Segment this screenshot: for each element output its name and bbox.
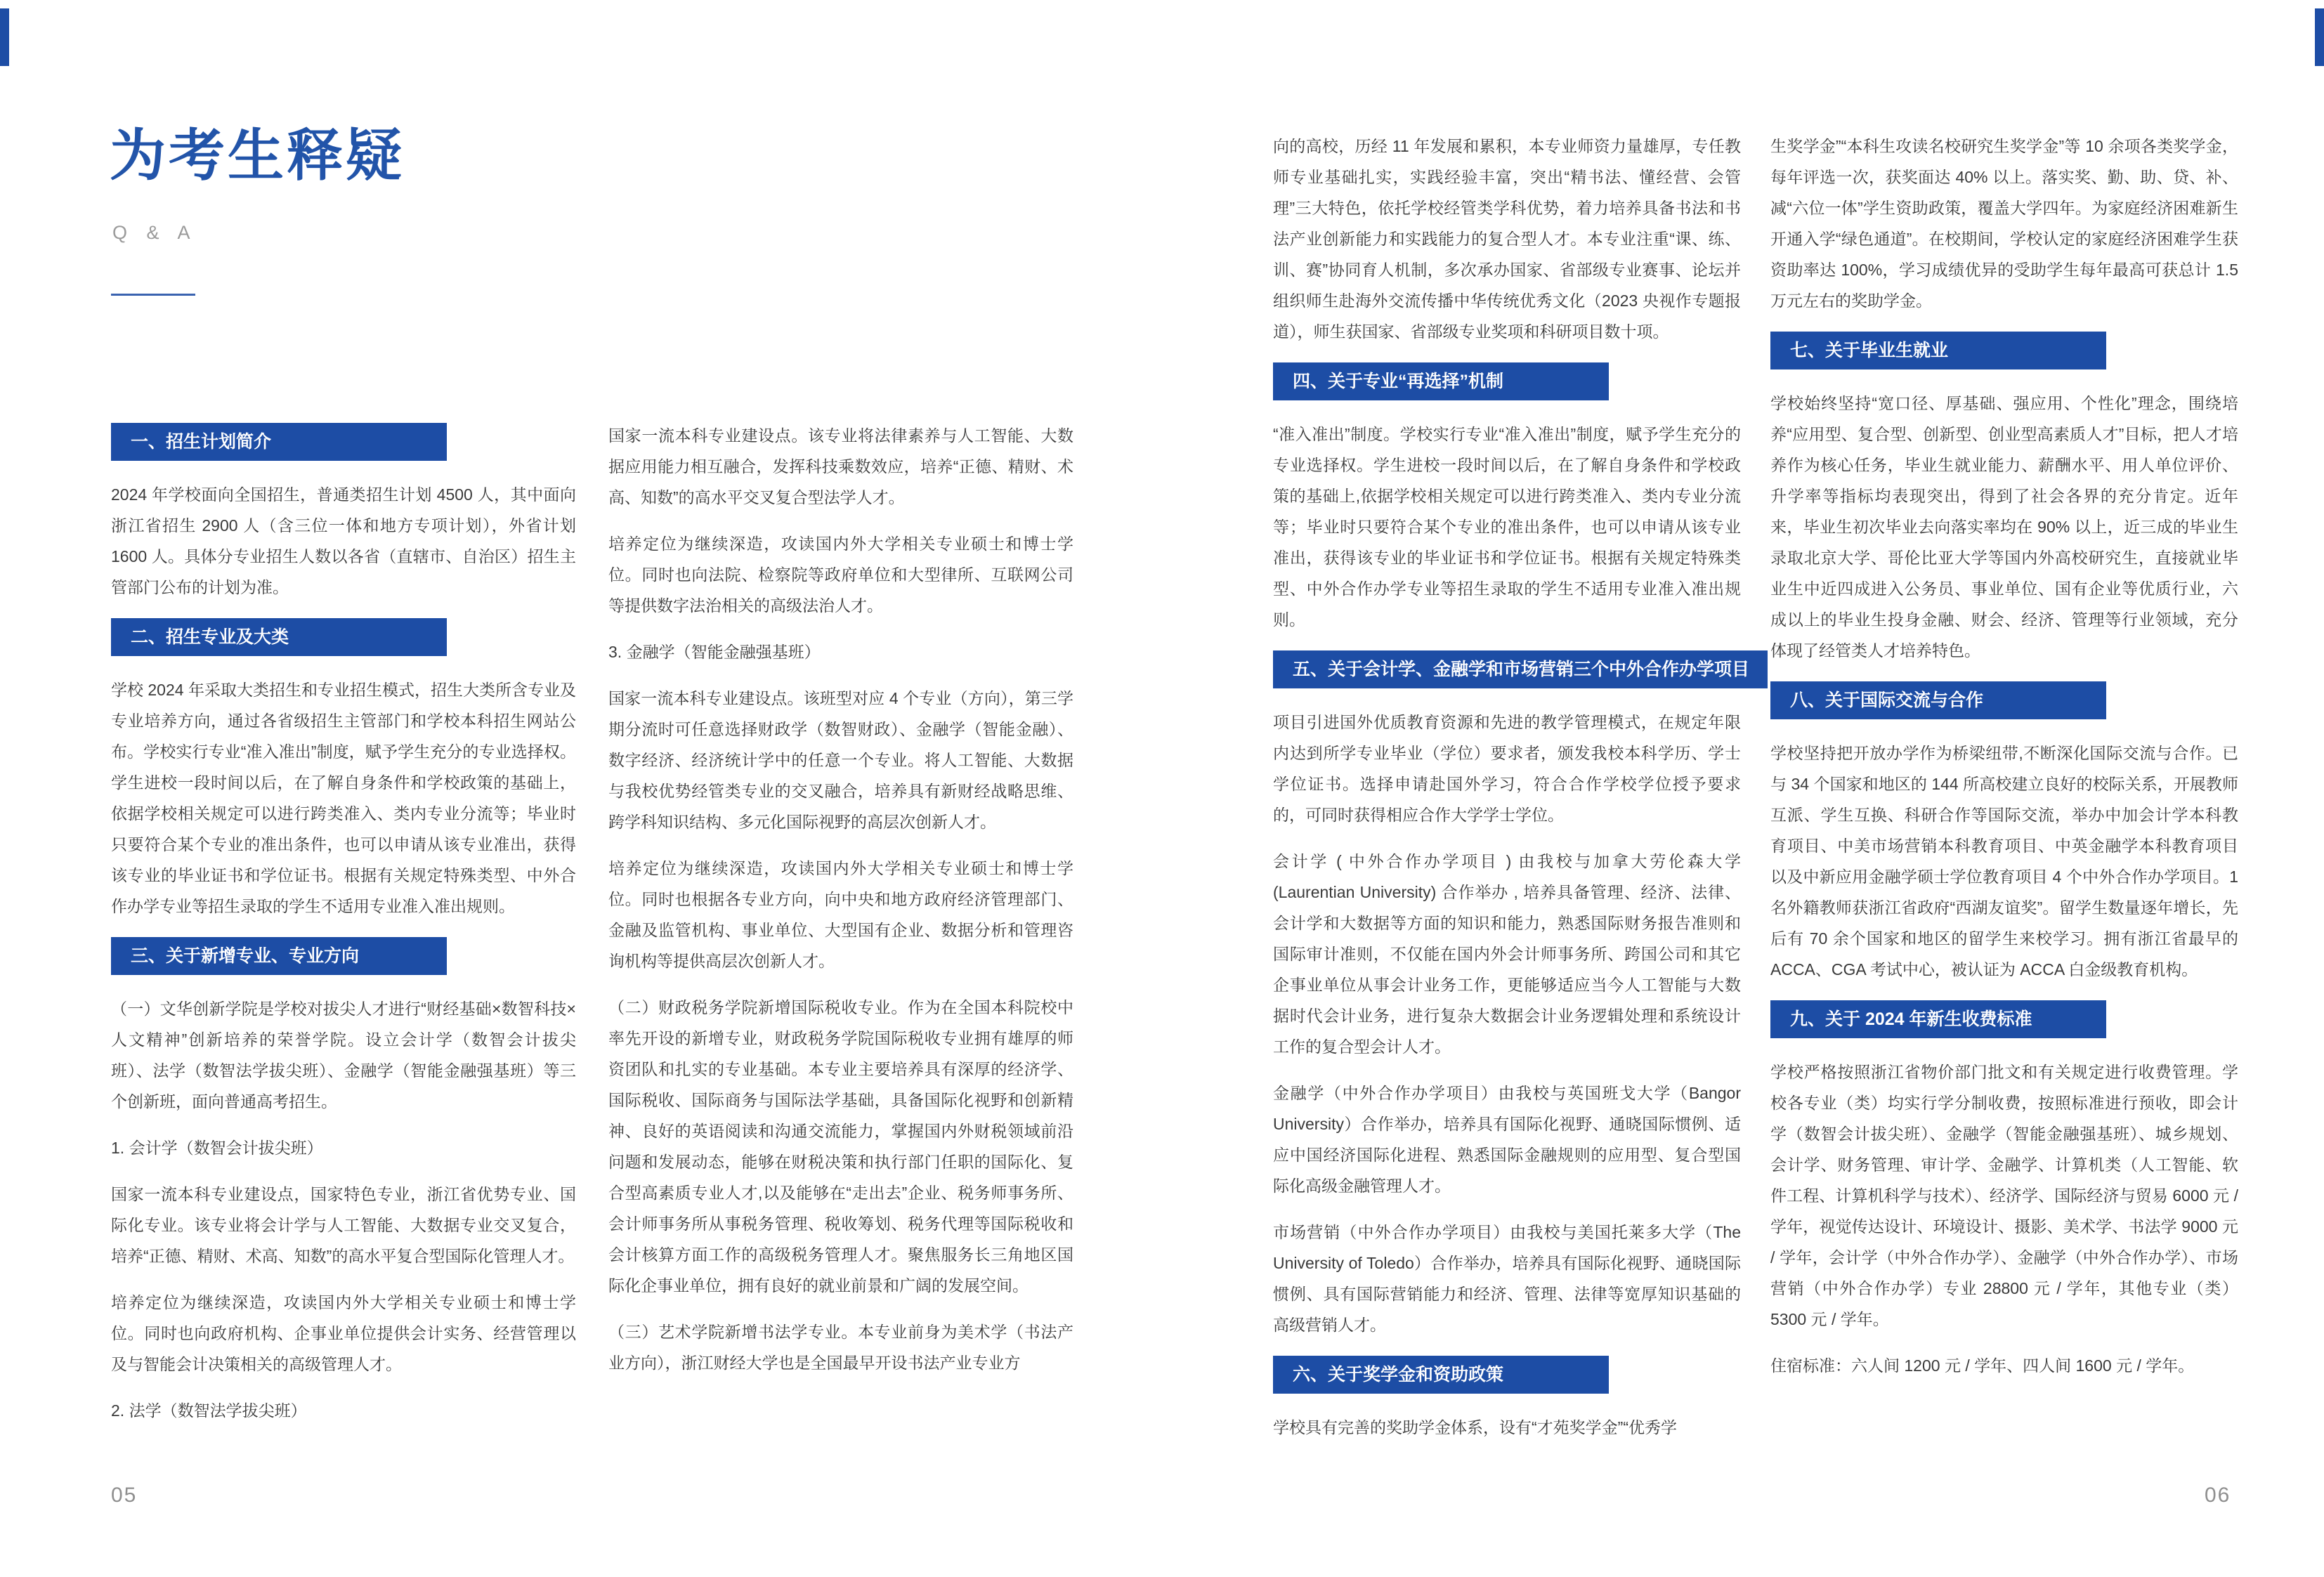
section-header: 一、招生计划简介 [111,423,447,461]
paragraph: 1. 会计学（数智会计拔尖班） [111,1139,323,1157]
right-page-column-1 [1273,131,1750,1458]
page-title: 为考生释疑 [110,124,405,187]
paragraph: 培养定位为继续深造，攻读国内外大学相关专业硕士和博士学位。同时也向政府机构、企事业单位提供会计实务、经营管理以及与智能会计决策相关的高级管理人才。 [111,1293,576,1373]
paragraph: 2024 年学校面向全国招生，普通类招生计划 4500 人，其中面向浙江省招生 2900 人（含三位一体和地方专项计划），外省计划 1600 人。具体分专业招生人数以各省（直辖市、自治区）招生主管部门公布的计划为准。 [111,485,576,596]
paragraph: 培养定位为继续深造，攻读国内外大学相关专业硕士和博士学位。同时也根据各专业方向，向中央和地方政府经济管理部门、金融及监管机构、事业单位、大型国有企业、数据分析和管理咨询机构等提供高层次创新人才。 [608,859,1073,970]
left-page-column-1 [111,420,576,1441]
paragraph: 生奖学金”“本科生攻读名校研究生奖学金”等 10 余项各类奖学金，每年评选一次，获奖面达 40% 以上。落实奖、勤、助、贷、补、减“六位一体”学生资助政策，覆盖大学四年。为家庭经济困难新生开通入学“绿色通道”。在校期间，学校认定的家庭经济困难学生获资助率达 100%，学习成绩优异的受助学生每年最高可获总计 1.5 万元左右的奖助学金。 [1770,137,2238,310]
paragraph: 项目引进国外优质教育资源和先进的教学管理模式，在规定年限内达到所学专业毕业（学位）要求者，颁发我校本科学历、学士学位证书。选择申请赴国外学习，符合合作学校学位授予要求的，可同时获得相应合作大学学士学位。 [1273,713,1741,824]
section-header: 三、关于新增专业、专业方向 [111,937,447,975]
right-page-column-2 [1770,131,2238,1396]
page-number-left: 05 [111,1484,138,1507]
section-header: 六、关于奖学金和资助政策 [1273,1356,1609,1394]
paragraph: 国家一流本科专业建设点。该专业将法律素养与人工智能、大数据应用能力相互融合，发挥科技乘数效应，培养“正德、精财、术高、知数”的高水平交叉复合型法学人才。 [608,426,1073,506]
left-page-column-2 [608,420,1073,1394]
paragraph: 学校始终坚持“宽口径、厚基础、强应用、个性化”理念，围绕培养“应用型、复合型、创新型、创业型高素质人才”目标，把人才培养作为核心任务，毕业生就业能力、薪酬水平、用人单位评价、升学率等指标均表现突出，得到了社会各界的充分肯定。近年来，毕业生初次毕业去向落实率均在 90% 以上，近三成的毕业生录取北京大学、哥伦比亚大学等国内外高校研究生，直接就业毕业生中近四成进入公务员、事业单位、国有企业等优质行业，六成以上的毕业生投身金融、财会、经济、管理等行业领域，充分体现了经管类人才培养特色。 [1770,394,2238,660]
paragraph: “准入准出”制度。学校实行专业“准入准出”制度，赋予学生充分的专业选择权。学生进校一段时间以后，在了解自身条件和学校政策的基础上,依据学校相关规定可以进行跨类准入、类内专业分流等；毕业时只要符合某个专业的准出条件，也可以申请从该专业准出，获得该专业的毕业证书和学位证书。根据有关规定特殊类型、中外合作办学专业等招生录取的学生不适用专业准入准出规则。 [1273,425,1741,629]
title-underline [111,294,195,296]
section-header: 二、招生专业及大类 [111,618,447,656]
page-subtitle: Q & A [112,222,197,243]
paragraph: 学校 2024 年采取大类招生和专业招生模式，招生大类所含专业及专业培养方向，通过各省级招生主管部门和学校本科招生网站公布。学校实行专业“准入准出”制度，赋予学生充分的专业选择权。学生进校一段时间以后，在了解自身条件和学校政策的基础上，依据学校相关规定可以进行跨类准入、类内专业分流等；毕业时只要符合某个专业的准出条件，也可以申请从该专业准出，获得该专业的毕业证书和学位证书。根据有关规定特殊类型、中外合作办学专业等招生录取的学生不适用专业准入准出规则。 [111,681,576,915]
paragraph: 国家一流本科专业建设点。该班型对应 4 个专业（方向），第三学期分流时可任意选择财政学（数智财政）、金融学（智能金融）、数字经济、经济统计学中的任意一个专业。将人工智能、大数据与我校优势经管类专业的交叉融合，培养具有新财经战略思维、跨学科知识结构、多元化国际视野的高层次创新人才。 [608,689,1073,831]
paragraph: 3. 金融学（智能金融强基班） [608,643,821,661]
section-header: 八、关于国际交流与合作 [1770,681,2106,719]
paragraph: 学校坚持把开放办学作为桥梁纽带,不断深化国际交流与合作。已与 34 个国家和地区的 144 所高校建立良好的校际关系，开展教师互派、学生互换、科研合作等国际交流，举办中加会计学本科教育项目、中美市场营销本科教育项目、中英金融学本科教育项目以及中新应用金融学硕士学位教育项目 4 个中外合作办学项目。1 名外籍教师获浙江省政府“西湖友谊奖”。留学生数量逐年增长，先后有 70 余个国家和地区的留学生来校学习。拥有浙江省最早的 ACCA、CGA 考试中心，被认证为 ACCA 白金级教育机构。 [1770,744,2238,979]
paragraph: 住宿标准：六人间 1200 元 / 学年、四人间 1600 元 / 学年。 [1770,1356,2195,1375]
section-header: 九、关于 2024 年新生收费标准 [1770,1000,2106,1038]
paragraph: 2. 法学（数智法学拔尖班） [111,1401,307,1420]
page-number-right: 06 [2205,1484,2231,1507]
paragraph: （二）财政税务学院新增国际税收专业。作为在全国本科院校中率先开设的新增专业，财政税务学院国际税收专业拥有雄厚的师资团队和扎实的专业基础。本专业主要培养具有深厚的经济学、国际税收、国际商务与国际法学基础，具备国际化视野和创新精神、良好的英语阅读和沟通交流能力，掌握国内外财税领域前沿问题和发展动态，能够在财税决策和执行部门任职的国际化、复合型高素质专业人才,以及能够在“走出去”企业、税务师事务所、会计师事务所从事税务管理、税收筹划、税务代理等国际税收和会计核算方面工作的高级税务管理人才。聚焦服务长三角地区国际化企事业单位，拥有良好的就业前景和广阔的发展空间。 [608,998,1073,1295]
paragraph: 向的高校，历经 11 年发展和累积，本专业师资力量雄厚，专任教师专业基础扎实，实践经验丰富，突出“精书法、懂经营、会管理”三大特色，依托学校经管类学科优势，着力培养具备书法和书法产业创新能力和实践能力的复合型人才。本专业注重“课、练、训、赛”协同育人机制，多次承办国家、省部级专业赛事、论坛并组织师生赴海外交流传播中华传统优秀文化（2023 央视作专题报道），师生获国家、省部级专业奖项和科研项目数十项。 [1273,137,1741,341]
section-header: 四、关于专业“再选择”机制 [1273,362,1609,400]
paragraph: 金融学（中外合作办学项目）由我校与英国班戈大学（Bangor University）合作举办，培养具有国际化视野、通晓国际惯例、适应中国经济国际化进程、熟悉国际金融规则的应用型、复合型国际化高级金融管理人才。 [1273,1084,1741,1195]
paragraph: （三）艺术学院新增书法学专业。本专业前身为美术学（书法产业方向），浙江财经大学也是全国最早开设书法产业专业方 [608,1323,1073,1372]
paragraph: 培养定位为继续深造，攻读国内外大学相关专业硕士和博士学位。同时也向法院、检察院等政府单位和大型律所、互联网公司等提供数字法治相关的高级法治人才。 [608,535,1073,615]
paragraph: 学校具有完善的奖助学金体系，设有“才苑奖学金”“优秀学 [1273,1418,1677,1437]
paragraph: （一）文华创新学院是学校对拔尖人才进行“财经基础×数智科技×人文精神”创新培养的荣誉学院。设立会计学（数智会计拔尖班）、法学（数智法学拔尖班）、金融学（智能金融强基班）等三个创新班，面向普通高考招生。 [111,1000,576,1111]
paragraph: 会计学 ( 中外合作办学项目 ) 由我校与加拿大劳伦森大学 (Laurentian University) 合作举办 , 培养具备管理、经济、法律、会计学和大数据等方面的知识和能力，熟悉国际财务报告准则和国际审计准则，不仅能在国内外会计师事务所、跨国公司和其它企事业单位从事会计业务工作，更能够适应当今人工智能与大数据时代会计业务，进行复杂大数据会计业务逻辑处理和系统设计工作的复合型会计人才。 [1273,852,1741,1056]
paragraph: 学校严格按照浙江省物价部门批文和有关规定进行收费管理。学校各专业（类）均实行学分制收费，按照标准进行预收，即会计学（数智会计拔尖班）、金融学（智能金融强基班）、城乡规划、会计学、财务管理、审计学、金融学、计算机类（人工智能、软件工程、计算机科学与技术）、经济学、国际经济与贸易 6000 元 / 学年，视觉传达设计、环境设计、摄影、美术学、书法学 9000 元 / 学年，会计学（中外合作办学）、金融学（中外合作办学）、市场营销（中外合作办学）专业 28800 元 / 学年，其他专业（类）5300 元 / 学年。 [1770,1063,2238,1328]
right-corner-accent-bar [2315,8,2324,66]
paragraph: 市场营销（中外合作办学项目）由我校与美国托莱多大学（The University of Toledo）合作举办，培养具有国际化视野、通晓国际惯例、具有国际营销能力和经济、管理、法律等宽厚知识基础的高级营销人才。 [1273,1223,1741,1334]
left-corner-accent-bar [0,8,9,66]
section-header: 五、关于会计学、金融学和市场营销三个中外合作办学项目 [1273,650,1768,688]
paragraph: 国家一流本科专业建设点，国家特色专业，浙江省优势专业、国际化专业。该专业将会计学与人工智能、大数据专业交叉复合，培养“正德、精财、术高、知数”的高水平复合型国际化管理人才。 [111,1185,576,1265]
section-header: 七、关于毕业生就业 [1770,332,2106,369]
